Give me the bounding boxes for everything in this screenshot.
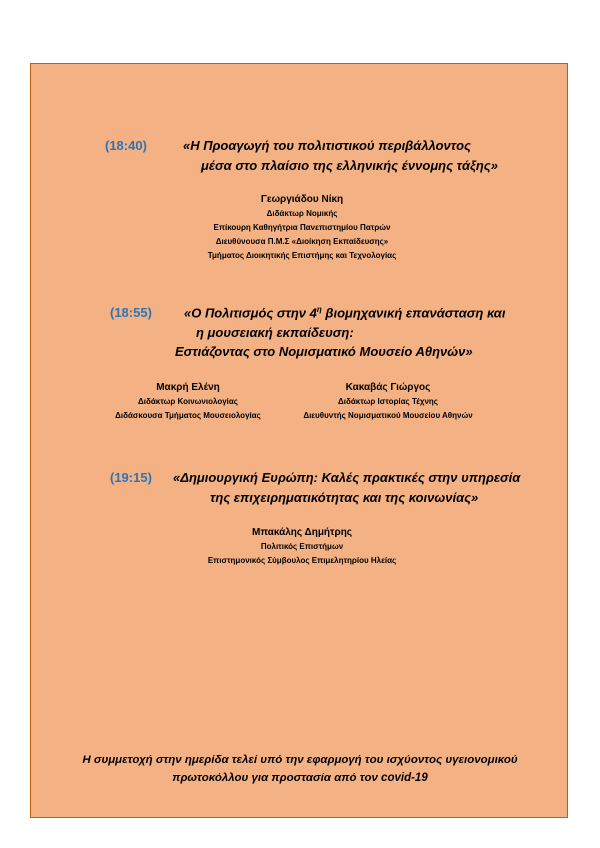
session3-speaker-info <box>208 540 396 568</box>
speaker-info-line: Διδάκτωρ Ιστορίας Τέχνης <box>338 397 438 406</box>
session2-left-speaker-name: Μακρή Ελένη <box>156 382 220 393</box>
speaker-info-line: Πολιτικός Επιστήμων <box>260 542 344 551</box>
session2-time: (18:55) <box>110 305 152 320</box>
speaker-info-line: Διευθυντής Νομισματικού Μουσείου Αθηνών <box>303 411 473 420</box>
speaker-info-line: Επίκουρη Καθηγήτρια Πανεπιστημίου Πατρών <box>213 223 391 232</box>
session2-title-line1 <box>184 305 505 320</box>
session3-title-line2: της επιχειρηματικότητας και της κοινωνίας» <box>210 490 479 505</box>
speaker-info-line: Διδάσκουσα Τμήματος Μουσειολογίας <box>115 411 261 420</box>
speaker-info-line: Επιστημονικός Σύμβουλος Επιμελητηρίου Ηλείας <box>207 556 397 565</box>
footer-notice-line1: Η συμμετοχή στην ημερίδα τελεί υπό την εφαρμογή του ισχύοντος υγειονομικού <box>82 754 518 766</box>
session2-title-part-a: «Ο Πολιτισμός στην 4 <box>184 305 317 321</box>
session3-speaker-name: Μπακάλης Δημήτρης <box>251 527 353 538</box>
session2-left-speaker-info <box>115 395 261 423</box>
session2-right-speaker-name: Κακαβάς Γιώργος <box>345 382 431 393</box>
program-panel <box>30 63 568 818</box>
session2-title-line2: η μουσειακή εκπαίδευση: <box>196 325 354 340</box>
speaker-info-line: Διδάκτωρ Νομικής <box>266 209 338 218</box>
speaker-info-line: Διδάκτωρ Κοινωνιολογίας <box>138 397 238 406</box>
session1-speaker-name: Γεωργιάδου Νίκη <box>260 194 344 205</box>
session2-title-part-b: βιομηχανική επανάσταση και <box>321 305 506 321</box>
session2-title-sup: η <box>316 305 322 314</box>
footer-notice-line2: πρωτοκόλλου για προστασία από τον covid-19 <box>172 772 428 784</box>
session3-title-line1: «Δημιουργική Ευρώπη: Καλές πρακτικές στην υπηρεσία <box>173 470 521 485</box>
speaker-info-line: Τμήματος Διοικητικής Επιστήμης και Τεχνολογίας <box>207 251 397 260</box>
session1-speaker-info <box>208 207 397 263</box>
speaker-info-line: Διευθύνουσα Π.Μ.Σ «Διοίκηση Εκπαίδευσης» <box>215 237 389 246</box>
session1-title-line1: «Η Προαγωγή του πολιτιστικού περιβάλλοντος <box>183 138 471 153</box>
session2-right-speaker-info <box>303 395 472 423</box>
session3-time: (19:15) <box>110 470 152 485</box>
session1-title-line2: μέσα στο πλαίσιο της ελληνικής έννομης τάξης» <box>201 158 498 173</box>
session1-time: (18:40) <box>105 138 147 153</box>
session2-title-line3: Εστιάζοντας στο Νομισματικό Μουσείο Αθηνών» <box>175 344 473 359</box>
